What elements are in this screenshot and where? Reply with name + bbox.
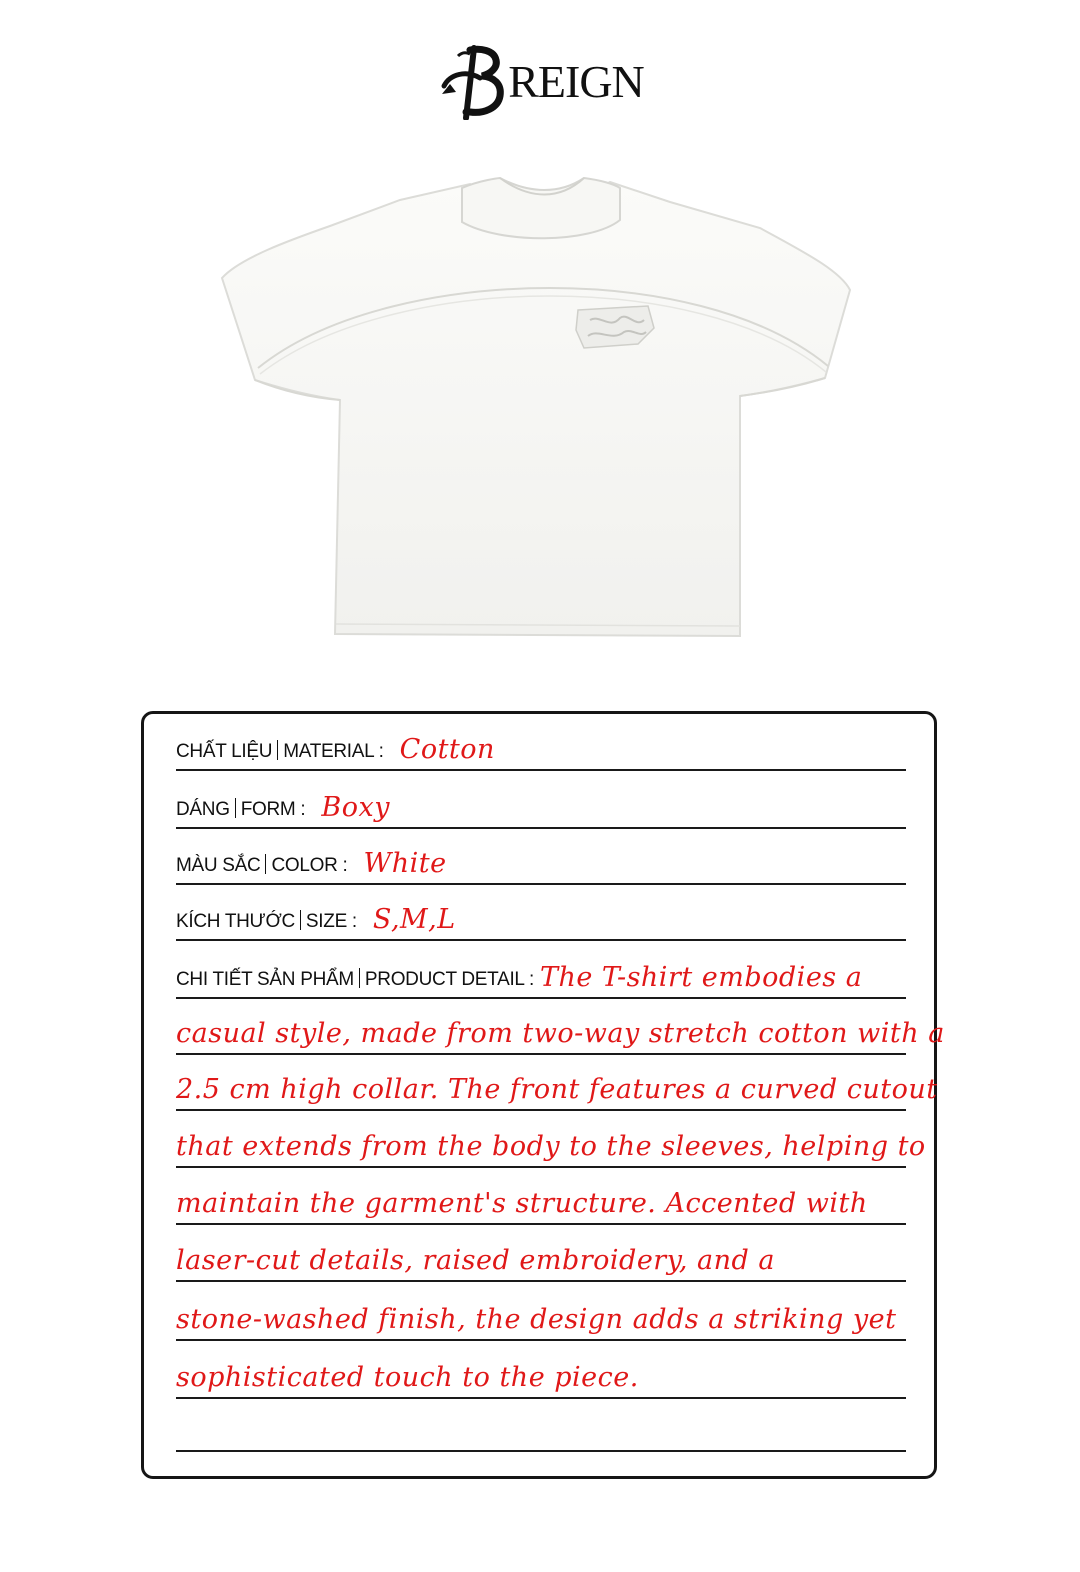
material-value: Cotton bbox=[399, 734, 495, 765]
detail-line: laser-cut details, raised embroidery, and a bbox=[176, 1245, 775, 1276]
detail-line: casual style, made from two-way stretch cotton with a bbox=[176, 1018, 945, 1049]
detail-line-row bbox=[176, 1178, 906, 1225]
product-tshirt-image bbox=[200, 160, 880, 660]
form-row bbox=[176, 780, 906, 829]
color-value: White bbox=[363, 848, 447, 879]
detail-line: 2.5 cm high collar. The front features a curved cutout bbox=[176, 1074, 938, 1105]
detail-line: sophisticated touch to the piece. bbox=[176, 1362, 639, 1393]
brand-name: REIGN bbox=[508, 56, 644, 107]
detail-line-row bbox=[176, 1006, 945, 1055]
detail-line-row bbox=[176, 1406, 906, 1452]
brand-logo bbox=[0, 44, 1080, 125]
detail-line-row bbox=[176, 1064, 938, 1111]
form-label: DÁNG FORM : bbox=[176, 799, 306, 820]
detail-row bbox=[176, 950, 906, 999]
material-label: CHẤT LIỆU MATERIAL : bbox=[176, 741, 384, 762]
detail-line-row bbox=[176, 1234, 906, 1282]
color-row bbox=[176, 836, 906, 885]
detail-line: maintain the garment's structure. Accented with bbox=[176, 1188, 868, 1219]
color-label: MÀU SẮC COLOR : bbox=[176, 855, 348, 876]
form-value: Boxy bbox=[321, 792, 390, 823]
size-label: KÍCH THƯỚC SIZE : bbox=[176, 911, 357, 932]
size-value: S,M,L bbox=[372, 904, 456, 935]
detail-line-row bbox=[176, 1292, 906, 1341]
detail-line: that extends from the body to the sleeves, helping to bbox=[176, 1131, 926, 1162]
detail-line: The T-shirt embodies a bbox=[539, 962, 863, 993]
material-row bbox=[176, 722, 906, 771]
detail-line: stone-washed finish, the design adds a striking yet bbox=[176, 1304, 897, 1335]
brand-monogram-icon bbox=[436, 44, 516, 120]
size-row bbox=[176, 892, 906, 941]
detail-label: CHI TIẾT SẢN PHẨM PRODUCT DETAIL : bbox=[176, 969, 534, 990]
detail-line-row bbox=[176, 1352, 906, 1399]
detail-line-row bbox=[176, 1120, 926, 1168]
